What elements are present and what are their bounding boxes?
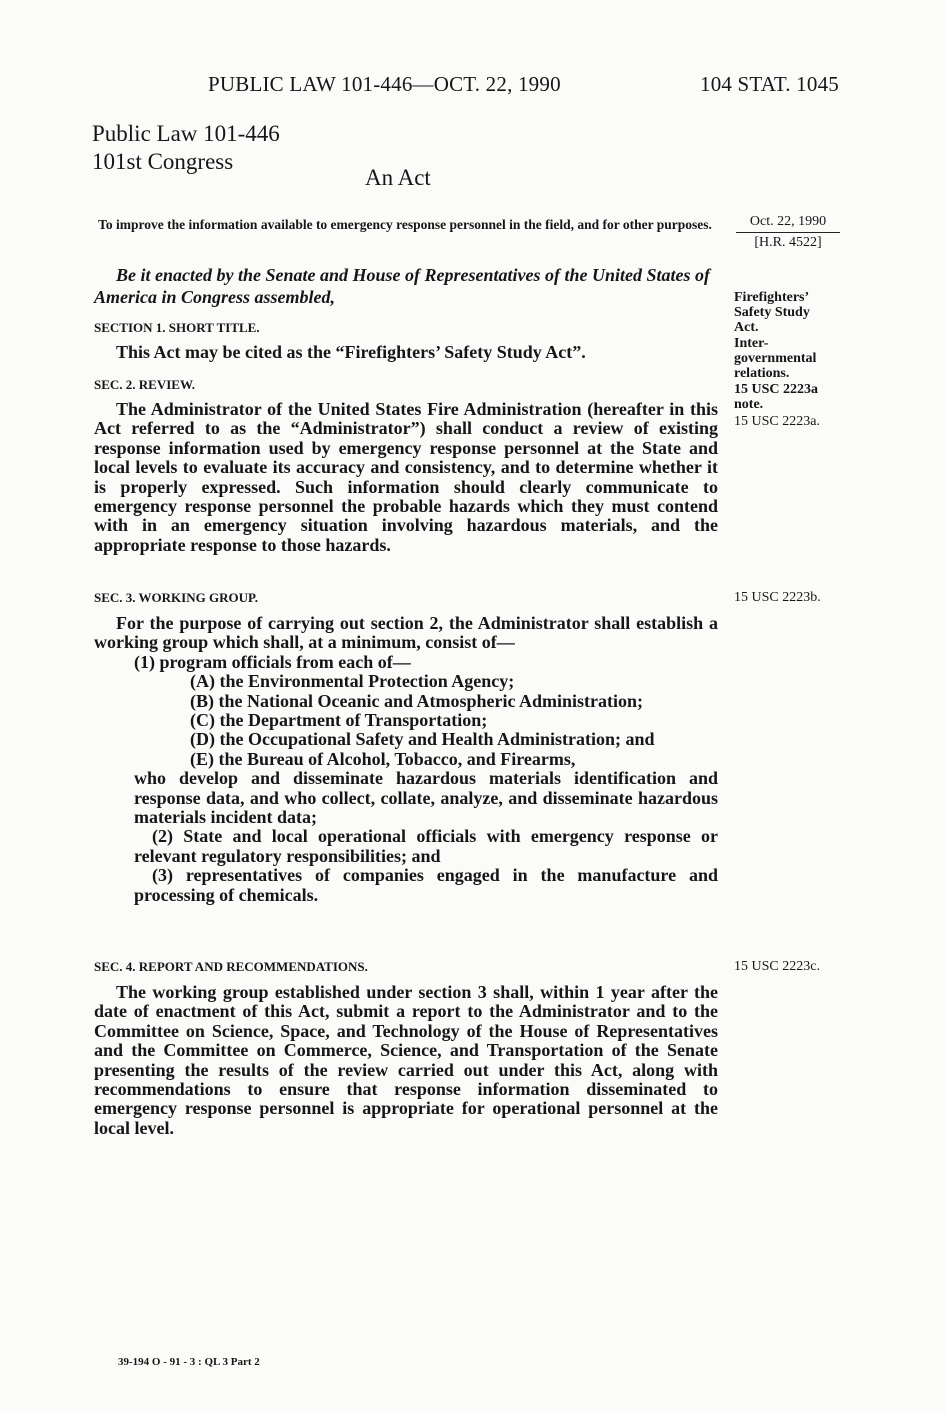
section-3-item-1: (1) program officials from each of— <box>134 651 411 672</box>
section-3-subitem: (C) the Department of Transportation; <box>190 710 488 731</box>
print-footer: 39-194 O - 91 - 3 : QL 3 Part 2 <box>118 1356 260 1368</box>
margin-note-usc-2223a: 15 USC 2223a. <box>734 414 820 429</box>
running-head-left: PUBLIC LAW 101-446—OCT. 22, 1990 <box>208 72 561 96</box>
section-3-item-2: (2) State and local operational officials with emergency response or relevant regulatory responsibilities; and <box>134 826 718 866</box>
enactment-date: Oct. 22, 1990 <box>736 214 840 233</box>
running-head-right: 104 STAT. 1045 <box>700 72 839 96</box>
section-3-subitem: (E) the Bureau of Alcohol, Tobacco, and Firearms, <box>190 748 576 769</box>
section-4-text: The working group established under section 3 shall, within 1 year after the date of enactment of this Act, submit a report to the Administrator and to the Committee on Science, Space, and Technology of the House of Representatives and the Committee on Commerce, Science, and Transportation of the Senate presenting the results of the review carried out under this Act, along with recommendations to ensure that response information disseminated to emergency response personnel is appropriate for operational personnel at the local level. <box>94 982 718 1138</box>
section-1-text: This Act may be cited as the “Firefighters’ Safety Study Act”. <box>116 342 586 362</box>
law-number: Public Law 101-446 <box>92 121 280 146</box>
congress: 101st Congress <box>92 149 234 174</box>
section-4-heading: SEC. 4. REPORT AND RECOMMENDATIONS. <box>94 959 368 974</box>
bill-number: [H.R. 4522] <box>754 235 822 250</box>
section-3-item-1-tail: who develop and disseminate hazardous materials identification and response data, and who collect, collate, analyze, and disseminate hazardous materials incident data; <box>134 768 718 828</box>
section-3-body <box>94 614 718 905</box>
law-designation <box>92 120 280 176</box>
purpose-clause: To improve the information available to emergency response personnel in the field, and for other purposes. <box>98 217 712 232</box>
section-2-text: The Administrator of the United States Fire Administration (hereafter in this Act referred to as the “Administrator”) shall conduct a review of existing response information used by emergency response personnel at the State and local levels to evaluate its accuracy and consistency, and to determine whether it is properly expressed. Such information should clearly communicate to emergency response personnel the probable hazards which they must contend with in an emergency situation involving hazardous materials, and the appropriate response to those hazards. <box>94 399 718 555</box>
section-3-intro: For the purpose of carrying out section 2, the Administrator shall establish a working group which shall, at a minimum, consist of— <box>94 613 718 653</box>
act-title: An Act <box>365 165 431 190</box>
section-2-heading: SEC. 2. REVIEW. <box>94 377 196 392</box>
margin-note-usc-note: 15 USC 2223a note. <box>734 382 819 412</box>
section-4-body <box>94 983 718 1138</box>
section-3-subitem: (D) the Occupational Safety and Health Administration; and <box>190 729 655 750</box>
section-1-body <box>94 343 718 362</box>
section-3-subitem: (B) the National Oceanic and Atmospheric Administration; <box>190 690 643 711</box>
margin-note-usc-2223b: 15 USC 2223b. <box>734 590 821 605</box>
margin-note-short-title: Firefighters’ Safety Study Act. <box>734 290 810 335</box>
section-3-subitem: (A) the Environmental Protection Agency; <box>190 671 515 692</box>
margin-note-usc-2223c: 15 USC 2223c. <box>734 959 820 974</box>
margin-note-intergovernmental: Inter-governmental relations. <box>734 336 817 381</box>
enacting-clause: Be it enacted by the Senate and House of Representatives of the United States of America in Congress assembled, <box>94 265 710 307</box>
section-3-item-3: (3) representatives of companies engaged in the manufacture and processing of chemicals. <box>134 865 718 905</box>
date-box <box>736 214 840 251</box>
section-3-heading: SEC. 3. WORKING GROUP. <box>94 590 258 605</box>
section-1-heading: SECTION 1. SHORT TITLE. <box>94 320 260 335</box>
section-2-body <box>94 400 718 555</box>
